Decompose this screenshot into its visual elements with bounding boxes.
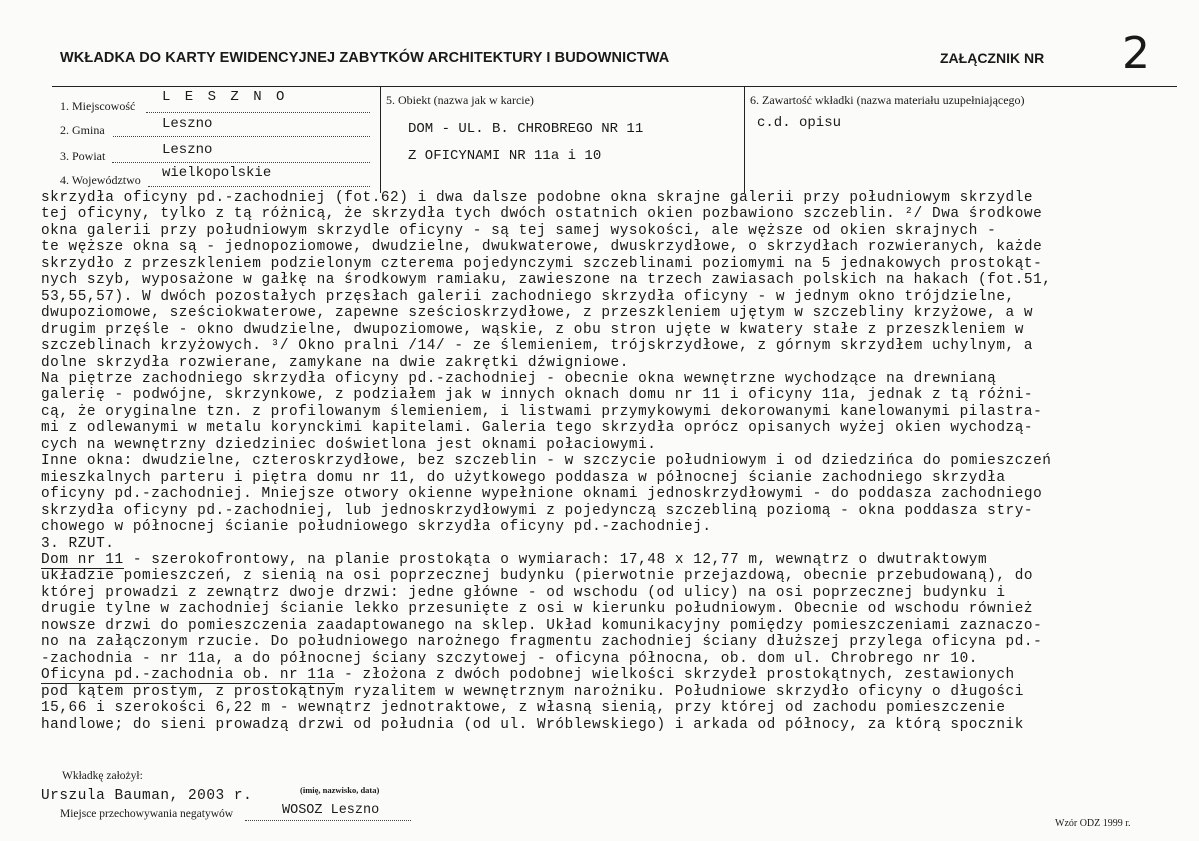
- negatywy-value: WOSOZ Leszno: [282, 803, 380, 818]
- text-line: galerię - podwójne, skrzynkowe, z podziałem jak w innych oknach domu nr 11 i oficyny 11a, jednak z tą różni-: [41, 387, 1034, 404]
- text-line: mieszkalnych parteru i piętra domu nr 11, do użytkowego poddasza w północnej ścianie zachodniego skrzydła: [41, 469, 1006, 486]
- powiat-line: [112, 162, 370, 163]
- text-line: Dom nr 11 - szerokofrontowy, na planie prostokąta o wymiarach: 17,48 x 12,77 m, wewnątrz o dwutraktowym: [41, 551, 988, 568]
- text-line: handlowe; do sieni prowadzą drzwi od południa (od ul. Wróblewskiego) i arkada od północy, za którą spocznik: [41, 716, 1024, 733]
- text-line: dwupoziomowe, sześciokwaterowe, zapewne sześcioskrzydłowe, z przeszkleniem ujętym w szczebliny krzyżowe, a w: [41, 305, 1034, 322]
- header-rule: [52, 86, 1177, 87]
- obiekt-line-2: Z OFICYNAMI NR 11a i 10: [408, 148, 602, 164]
- gmina-line: [113, 136, 370, 137]
- negatywy-label: Miejsce przechowywania negatywów: [60, 808, 234, 820]
- wojewodztwo-label: 4. Województwo: [60, 173, 141, 187]
- text-line: drugim przęśle - okno dwudzielne, dwupoziomowe, wąskie, z obu stron ujęte w kwatery stałe z przeszkleniem w: [41, 321, 1024, 338]
- text-line: Inne okna: dwudzielne, czteroskrzydłowe, bez szczeblin - w szczycie południowym i od dziedzińca do pomieszczeń: [41, 453, 1052, 470]
- zawartosc-value: c.d. opisu: [757, 115, 842, 131]
- text-line: dolne skrzydła rozwierane, zamykane na dwie zakrętki dźwigniowe.: [41, 354, 629, 371]
- text-line: -zachodnia - nr 11a, a do północnej ściany szczytowej - oficyna północna, ob. dom ul. Chrobrego nr 10.: [41, 650, 978, 667]
- text-line: 3. RZUT.: [41, 535, 115, 552]
- text-line: okna galerii przy południowym skrzydle oficyny - są tej samej wysokości, ale węższe od okien skrajnych -: [41, 222, 997, 239]
- column-divider-1: [380, 86, 381, 193]
- text-line: skrzydło z przeszkleniem podzielonym czterema pojedynczymi szczeblinami poziomymi na 5 jednakowych prostokąt-: [41, 255, 1043, 272]
- zawartosc-label: 6. Zawartość wkładki (nazwa materiału uzupełniającego): [750, 93, 1025, 107]
- section-heading: Oficyna pd.-zachodnia ob. nr 11a: [41, 667, 335, 684]
- annex-number: 2: [1122, 28, 1150, 79]
- text-line: cą, że oryginalne tzn. z profilowanym ślemieniem, i listwami przymykowymi dekorowanymi kanelowanymi pilastra-: [41, 403, 1043, 420]
- imie-hint: (imię, nazwisko, data): [300, 785, 380, 795]
- annex-label: ZAŁĄCZNIK NR: [940, 50, 1045, 66]
- text-line: mi z odlewanymi w metalu korynckimi kapitelami. Galeria tego skrzydła oprócz opisanych wyżej okien wychodzą-: [41, 420, 1034, 437]
- text-line: układzie pomieszczeń, z sienią na osi poprzecznej budynku (pierwotnie przejazdową, obecnie przebudowaną), do: [41, 568, 1034, 585]
- text-line: szczeblinach krzyżowych. ³/ Okno pralni /14/ - ze ślemieniem, trójskrzydłowe, z górnym skrzydłem uchylnym, a: [41, 338, 1034, 355]
- wojewodztwo-value: wielkopolskie: [162, 165, 272, 181]
- text-line: Oficyna pd.-zachodnia ob. nr 11a - złożona z dwóch podobnej wielkości skrzydeł prostokątnych, zestawionych: [41, 667, 1015, 684]
- text-line: nych szyb, wyposażone w gałkę na środkowym ramiaku, zawieszone na trzech zawiasach polskich na hakach (fot.51,: [41, 272, 1052, 289]
- text-line: oficyny pd.-zachodniej. Mniejsze otwory okienne wypełnione oknami jednoskrzydłowymi - do poddasza zachodniego: [41, 486, 1043, 503]
- gmina-value: Leszno: [162, 116, 213, 132]
- text-line: 15,66 i szerokości 6,22 m - wewnątrz jednotraktowe, z własną sienią, przy której od zachodu pomieszczenie: [41, 700, 1006, 717]
- miejscowosc-label: 1. Miejscowość: [60, 99, 136, 113]
- text-line: cych na wewnętrzny dziedziniec doświetlona jest oknami połaciowymi.: [41, 436, 657, 453]
- text-line: skrzydła oficyny pd.-zachodniej (fot.62) i dwa dalsze podobne okna skrajne galerii przy południowym skrzydle: [41, 190, 1034, 206]
- text-line: tej oficyny, tylko z tą różnicą, że skrzydła tych dwóch ostatnich okien pozbawiono szczeblin. ²/ Dwa środkowe: [41, 206, 1043, 223]
- zalozyl-value: Urszula Bauman, 2003 r.: [41, 788, 253, 804]
- text-line: te węższe okna są - jednopoziomowe, dwudzielne, dwukwaterowe, dwuskrzydłowe, o skrzydłach rozwieranych, każde: [41, 239, 1043, 256]
- obiekt-label: 5. Obiekt (nazwa jak w karcie): [386, 93, 534, 107]
- form-title: WKŁADKA DO KARTY EWIDENCYJNEJ ZABYTKÓW ARCHITEKTURY I BUDOWNICTWA: [60, 50, 670, 66]
- text-line: Na piętrze zachodniego skrzydła oficyny pd.-zachodniej - obecnie okna wewnętrzne wychodzące na drewnianą: [41, 370, 997, 387]
- text-line: skrzydła oficyny pd.-zachodniej, lub jednoskrzydłowymi z pojedynczą szczebliną poziomą - okna poddasza stry-: [41, 502, 1034, 519]
- negatywy-line: [245, 820, 411, 821]
- description-text: [41, 190, 1171, 733]
- powiat-label: 3. Powiat: [60, 149, 106, 163]
- form-version: Wzór ODZ 1999 r.: [1055, 818, 1131, 829]
- zalozyl-label: Wkładkę założył:: [62, 770, 143, 782]
- text-line: chowego w północnej ścianie południowego skrzydła oficyny pd.-zachodniej.: [41, 519, 712, 536]
- text-line: 53,55,57). W dwóch pozostałych przęsłach galerii zachodniego skrzydła oficyny - w jednym okno trójdzielne,: [41, 288, 1015, 305]
- miejscowosc-line: [146, 112, 370, 113]
- text-line: drugie tylne w zachodniej ścianie lekko przesunięte z osi w kierunku południowym. Obecnie od wschodu również: [41, 601, 1034, 618]
- miejscowosc-value: L E S Z N O: [162, 89, 288, 105]
- column-divider-2: [744, 86, 745, 193]
- text-line: nowsze drzwi do pomieszczenia zaadaptowanego na sklep. Układ komunikacyjny pomiędzy pomieszczeniami zaznaczo-: [41, 617, 1043, 634]
- powiat-value: Leszno: [162, 142, 213, 158]
- gmina-label: 2. Gmina: [60, 123, 105, 137]
- obiekt-line-1: DOM - UL. B. CHROBREGO NR 11: [408, 121, 644, 137]
- text-line: no na załączonym rzucie. Do południowego narożnego fragmentu zachodniej ściany dłuższej przylega oficyna pd.-: [41, 634, 1043, 651]
- text-line: której prowadzi z zewnątrz dwoje drzwi: jedne główne - od wschodu (od ulicy) na osi poprzecznej budynku i: [41, 584, 1006, 601]
- section-heading: Dom nr 11: [41, 551, 124, 568]
- text-line: pod kątem prostym, z prostokątnym ryzalitem w wewnętrznym narożniku. Południowe skrzydło oficyny o długości: [41, 683, 1024, 700]
- wojewodztwo-line: [148, 186, 370, 187]
